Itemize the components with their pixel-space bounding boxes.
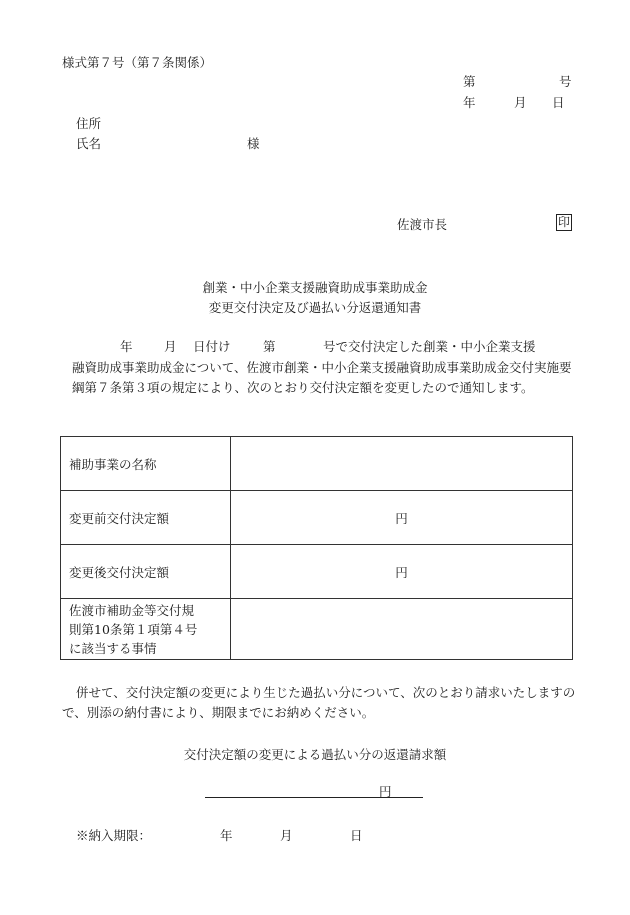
amount-underline	[205, 797, 423, 798]
refund-heading: 交付決定額の変更による過払い分の返還請求額	[183, 747, 447, 762]
deadline-day: 日	[350, 828, 363, 843]
address-label: 住所	[76, 116, 102, 131]
table-value-amount-after: 円	[231, 545, 573, 599]
table-value-amount-before: 円	[231, 491, 573, 545]
honorific-label: 様	[247, 136, 260, 151]
table-label-circumstances: 佐渡市補助金等交付規 則第10条第１項第４号 に該当する事情	[61, 599, 231, 660]
table-row	[61, 437, 573, 491]
date-month-label: 月	[514, 95, 527, 110]
table-row	[61, 545, 573, 599]
document-number-prefix: 第	[463, 74, 476, 89]
notice-table	[60, 436, 573, 660]
deadline-year: 年	[220, 828, 233, 843]
issuer-title: 佐渡市長	[397, 217, 448, 232]
body-paragraph: 融資助成事業助成金について、佐渡市創業・中小企業支援融資助成事業助成金交付実施要綱第７条第３項の規定により、次のとおり交付決定額を変更したので通知します。	[72, 360, 572, 395]
table-label-amount-before: 変更前交付決定額	[61, 491, 231, 545]
table-row	[61, 491, 573, 545]
name-label: 氏名	[76, 136, 102, 151]
table-label-project-name: 補助事業の名称	[61, 437, 231, 491]
closing-paragraph: 併せて、交付決定額の変更により生じた過払い分について、次のとおり請求いたしますので、別添の納付書により、期限までにお納めください。	[62, 685, 576, 720]
body-first-line-tail: 号で交付決定した創業・中小企業支援	[323, 339, 536, 354]
body-day-dated: 日付け	[193, 339, 231, 354]
table-value-project-name	[231, 437, 573, 491]
date-day-label: 日	[552, 95, 565, 110]
table-label-amount-after: 変更後交付決定額	[61, 545, 231, 599]
date-year-label: 年	[463, 95, 476, 110]
document-title-line1: 創業・中小企業支援融資助成事業助成金	[202, 280, 428, 295]
body-year: 年	[120, 339, 133, 354]
amount-unit: 円	[379, 784, 392, 799]
deadline-label: ※納入期限：	[76, 828, 152, 843]
table-value-circumstances	[231, 599, 573, 660]
form-identifier: 様式第７号（第７条関係）	[62, 55, 213, 70]
deadline-month: 月	[280, 828, 293, 843]
body-month: 月	[164, 339, 177, 354]
document-number-suffix: 号	[559, 74, 572, 89]
table-row	[61, 599, 573, 660]
document-title-line2: 変更交付決定及び過払い分返還通知書	[208, 300, 422, 315]
seal-stamp	[556, 214, 572, 231]
seal-mark: 印	[558, 215, 571, 229]
body-number-prefix: 第	[263, 339, 276, 354]
